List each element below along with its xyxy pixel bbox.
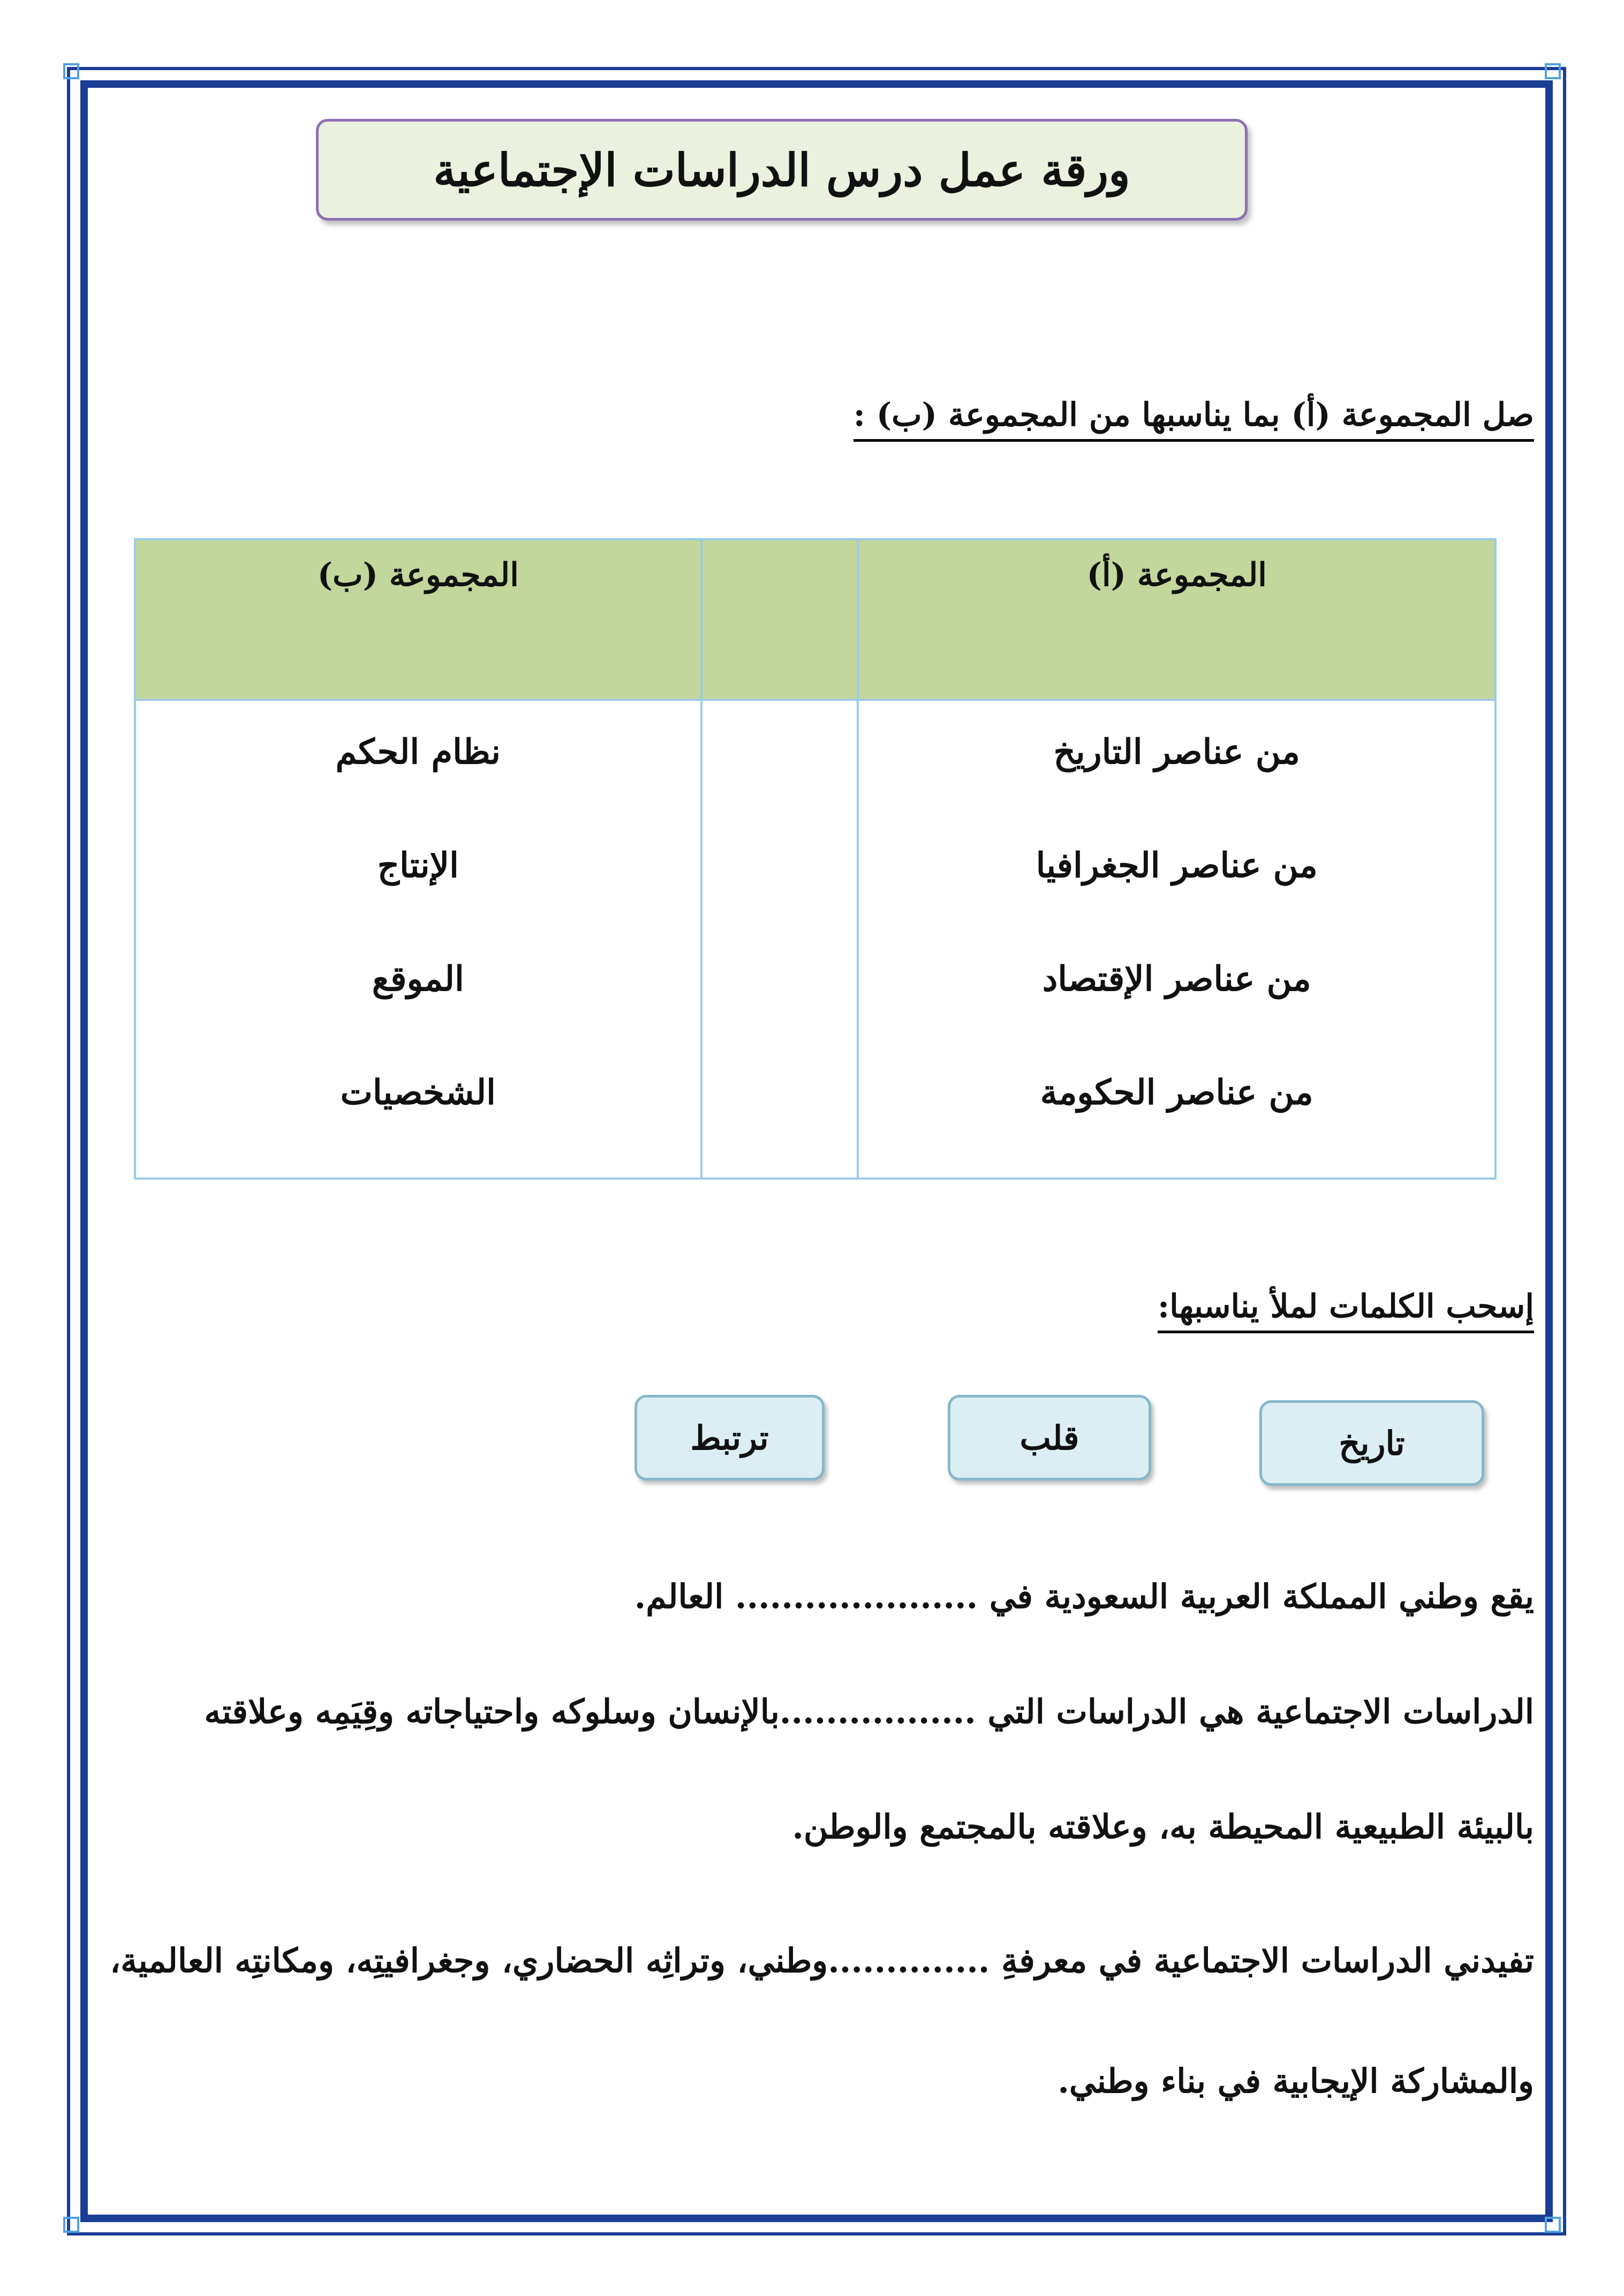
group-a-item[interactable]: من عناصر التاريخ: [1053, 732, 1300, 772]
connection-column[interactable]: [701, 700, 858, 1179]
drag-instruction: إسحب الكلمات لملأ يناسبها:: [1158, 1288, 1534, 1333]
corner-mark: [63, 2217, 79, 2233]
header-group-b: المجموعة (ب): [135, 539, 701, 700]
group-b-item[interactable]: الموقع: [372, 959, 464, 999]
word-chip-tartabit[interactable]: ترتبط: [635, 1395, 825, 1481]
header-group-a: المجموعة (أ): [858, 539, 1495, 700]
word-chip-tarikh[interactable]: تاريخ: [1259, 1400, 1484, 1486]
sentence-2-line-2: بالبيئة الطبيعية المحيطة به، وعلاقته بالمجتمع والوطن.: [792, 1807, 1534, 1846]
worksheet-title: ورقة عمل درس الدراسات الإجتماعية: [316, 119, 1248, 221]
header-middle: [701, 539, 858, 700]
corner-mark: [1545, 2217, 1561, 2233]
group-b-item[interactable]: الشخصيات: [340, 1073, 496, 1113]
group-b-column: [135, 700, 701, 1179]
group-a-item[interactable]: من عناصر الحكومة: [1040, 1073, 1313, 1113]
matching-table: [134, 538, 1497, 1180]
matching-instruction: صل المجموعة (أ) بما يناسبها من المجموعة (ب) :: [853, 396, 1534, 442]
group-b-item[interactable]: الإنتاج: [377, 845, 459, 886]
sentence-3-line-1: تفيدني الدراسات الاجتماعية في معرفةِ ..............وطني، وتراثِه الحضاري، وجغرافيتِه، ومكانتِه العالمية،: [110, 1941, 1534, 1980]
sentence-1: يقع وطني المملكة العربية السعودية في ..................... العالم.: [634, 1577, 1534, 1616]
sentence-2-line-1: الدراسات الاجتماعية هي الدراسات التي .................بالإنسان وسلوكه واحتياجاته وقِيَمِه وعلاقته: [204, 1692, 1534, 1731]
group-a-item[interactable]: من عناصر الجغرافيا: [1036, 845, 1318, 886]
group-a-item[interactable]: من عناصر الإقتصاد: [1042, 959, 1311, 999]
sentence-3-line-2: والمشاركة الإيجابية في بناء وطني.: [1058, 2061, 1534, 2101]
word-chip-qalb[interactable]: قلب: [948, 1395, 1151, 1481]
corner-mark: [1545, 63, 1561, 79]
corner-mark: [63, 63, 79, 79]
group-b-item[interactable]: نظام الحكم: [335, 732, 501, 772]
group-a-column: [858, 700, 1495, 1179]
